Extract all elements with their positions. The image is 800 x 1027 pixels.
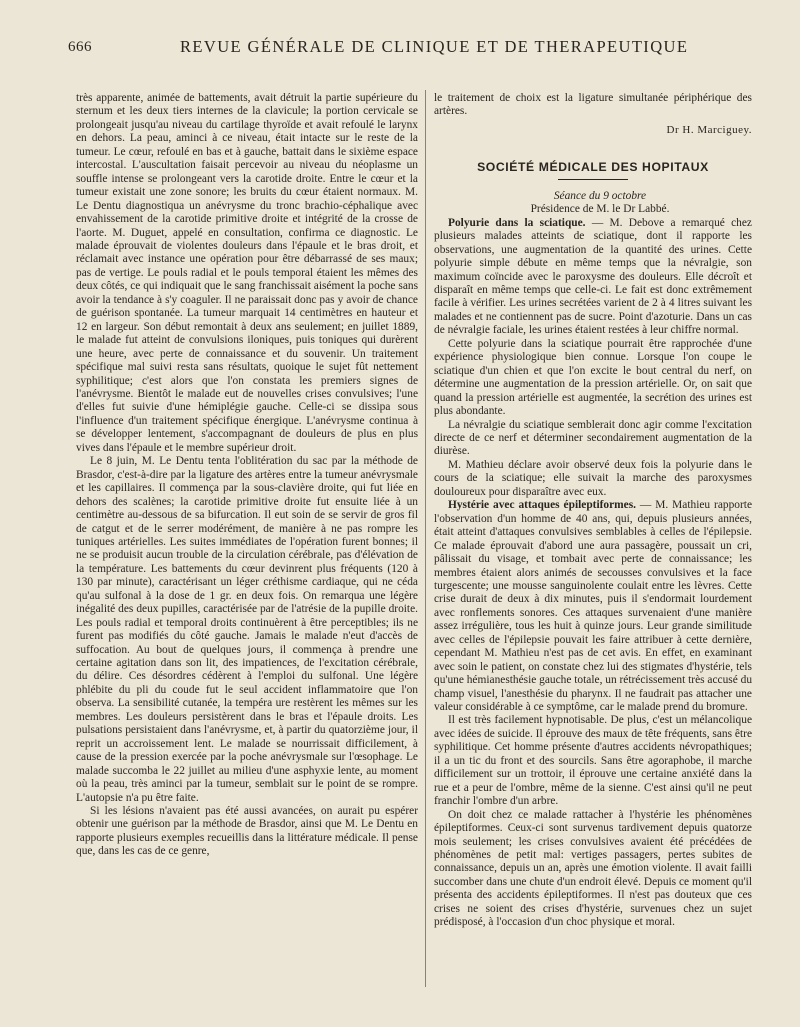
article-text: Cette polyurie dans la sciatique pourrait être rapprochée d'une expérience physiologique bien connue. Lorsque l'on coupe le sciatique d'un chien et que l'on excite le bout central du nerf, on détermine une augmentation de la pression artérielle. Or, on sait que quand la pression artérielle est augmentée, la secrétion des urines est plus abondante. — [434, 337, 752, 418]
article-paragraph — [434, 714, 752, 808]
article-paragraph — [434, 419, 752, 459]
presidency-line: Présidence de M. le Dr Labbé. — [530, 203, 670, 216]
article-paragraph — [434, 499, 752, 714]
article-text: — M. Debove a remarqué chez plusieurs malades atteints de sciatique, dont il rapporte les observations, une augmentation de la quantité des urines. Cette polyurie simple débute en même temps que la névralgie, son maximum coïncide avec le paroxysme des douleurs. Elle décroît et disparaît en même temps que celle-ci. Le fait est donc extrêmement facile à vérifier. Les urines secrétées varient de 2 à 4 litres suivant les malades et ne contiennent pas de sucre. Point d'azoturie. Dans un cas de névralgie faciale, les urines étaient restées à leur chiffre normal. — [434, 216, 752, 337]
author-signature: Dr H. Marciguey. — [666, 123, 752, 136]
section-rule — [558, 179, 628, 180]
article-text: On doit chez ce malade rattacher à l'hystérie les phénomènes épileptiformes. Ceux-ci sont survenus tardivement depuis quatorze mois seulement; les crises convulsives avaient été précédées de phénomènes de petit mal: vertiges passagers, pertes subites de connaissance, depuis un an, après une émotion violente. Il avait failli succomber dans une chute d'un endroit élevé. Depuis ce moment qu'il présenta des accidents épileptiformes. Il n'est pas douteux que ces crises ne soient des crises d'hystérie, survenues chez un sujet prédisposé, à l'occasion d'un choc physique et moral. — [434, 808, 752, 929]
article-heading: Polyurie dans la sciatique. — [448, 216, 586, 229]
paragraph: très apparente, animée de battements, avait détruit la partie supérieure du sternum et les deux tiers internes de la clavicule; la portion cervicale se prolongeait jusqu'au niveau du cartilage thyroïde et avait refoulé le larynx en dehors. La peau, aminci à ce niveau, était intacte sur le reste de la tumeur. Le cœur, refoulé en bas et à gauche, battait dans le sixième espace intercostal. L'auscultation faisait percevoir au niveau du néoplasme un souffle intense se prolongeant vers la carotide droite. Entre le cœur et la tumeur existait une zone sonore; les bruits du cœur étaient normaux. M. Le Dentu diagnostiqua un anévrysme du tronc brachio-céphalique avec envahissement de la carotide primitive droite et intégrité de la crosse de l'aorte. M. Duguet, appelé en consultation, confirma ce diagnostic. Le malade éprouvait de violentes douleurs dans l'épaule et le bras droit, et réclamait avec instance une opération pour être débarrassé de ses maux; pas de vertige. Le pouls radial et le pouls temporal étaient les mêmes des deux côtés, ce qui indiquait que le sang franchissait aisément la poche sans avoir la tendance à s'y coaguler. Il ne paraissait donc pas y avoir de chance de guérison spontanée. La tumeur marquait 14 centimètres en hauteur et 12 en largeur. Son début remontait à deux ans seulement; en juillet 1889, le malade fut atteint de convulsions iloniques, puis toniques qui durèrent une heure, avec perte de connaissance et du souvenir. Un traitement spécifique mal suivi resta sans résultats, quoique le sujet fût nettement syphilitique; c'est alors que l'on constata les premiers signes de l'anévrysme. Bientôt le malade eut de nouvelles crises convulsives; l'une d'elles fut suivie d'une hémiplégie gauche. Celle-ci se dissipa sous l'influence d'un traitement spécifique énergique. L'anévrysme continua à se développer lentement, s'accompagnant de douleurs de plus en plus vives dans l'épaule et le membre supérieur droit. — [76, 92, 418, 454]
session-date: Séance du 9 octobre — [553, 189, 647, 202]
article-heading: Hystérie avec attaques épileptiformes. — [448, 499, 636, 512]
journal-title: REVUE GÉNÉRALE DE CLINIQUE ET DE THERAPEUTIQUE — [180, 37, 689, 56]
article-paragraph — [434, 338, 752, 419]
right-column — [434, 92, 752, 989]
page-number: 666 — [68, 39, 92, 55]
paragraph: Si les lésions n'avaient pas été aussi avancées, on aurait pu espérer obtenir une guérison par la méthode de Brasdor, ainsi que M. Le Dentu en rapporte plusieurs exemples recueillis dans la littérature médicale. Il pense que, dans les cas de ce genre, — [76, 805, 418, 858]
article-text: La névralgie du sciatique semblerait donc agir comme l'excitation directe de ce nerf et déterminer secondairement augmentation de la diurèse. — [434, 418, 752, 458]
left-column — [76, 92, 418, 989]
page-header — [68, 37, 730, 61]
section-title: SOCIÉTÉ MÉDICALE DES HOPITAUX — [477, 160, 709, 175]
article-text: Il est très facilement hypnotisable. De plus, c'est un mélancolique avec idées de suicide. Il éprouve des maux de tête fréquents, sans être syphilitique. Cet homme présente d'autres accidents névropathiques; il a un tic du front et des sourcils. Sans être agoraphobe, il marche difficilement sur un trottoir, il éprouve une certaine anxiété dans la rue et a peur de l'ombre, même de la sienne. C'est ainsi qu'il ne peut franchir l'ombre d'un arbre. — [434, 714, 752, 808]
article-paragraph — [434, 809, 752, 930]
paragraph: Le 8 juin, M. Le Dentu tenta l'oblitération du sac par la méthode de Brasdor, c'est-à-dire par la ligature des artères entre la tumeur anévrysmale et les capillaires. Il commença par la sous-clavière droite, qui fut liée en dehors des scalènes; la carotide primitive droite fut ensuite liée à un centimètre au-dessous de sa bifurcation. Il eut soin de se servir de gros fil de catgut et de le serrer modérément, de manière à ne pas rompre les tuniques artérielles. Les suites immédiates de l'opération furent bonnes; il ne se produisit aucun trouble de la circulation cérébrale, pas d'élévation de la température. Les battements du cœur devinrent plus fréquents (120 à 130 par minute), caractérisant un léger créthisme cardiaque, qui ne céda qu'au sulfonal à la dose de 1 gr. en deux fois. On remarqua une légère inégalité des deux pupilles, caractérisée par de l'atrésie de la pupille droite. Les pouls radial et temporal droits continuèrent à être perceptibles; ils ne furent pas modifiés du côté gauche. Jamais le malade n'eut d'accès de suffocation. Au bout de quelques jours, il commença à prendre une certaine agitation dans son lit, des impatiences, de l'excitation cérébrale, du délire. Ces désordres cédèrent à l'emploi du sulfonal. Une légère phlébite du pli du coude fut le seul accident inflammatoire que l'on observa. La sensibilité cutanée, la tempéra ure restèrent les mêmes sur les membres. Les douleurs persistèrent dans le bras et l'épaule droits. Les pulsations persistaient dans l'anévrysme, et, à partir du quatorzième jour, il reprit un accroissement lent. Le malade se nourrissait difficilement, à cause de la pression exercée par la poche anévrysmale sur l'œsophage. Le malade succomba le 22 juillet au milieu d'une asphyxie lente, au moment où la peau, très aminci par la tumeur, semblait sur le point de se rompre. L'autopsie n'a pu être faite. — [76, 455, 418, 804]
column-divider — [425, 90, 426, 987]
article-paragraph — [434, 459, 752, 499]
continuation-paragraph: le traitement de choix est la ligature simultanée périphérique des artères. — [434, 92, 752, 118]
article-paragraph — [434, 217, 752, 338]
article-text: M. Mathieu déclare avoir observé deux fois la polyurie dans le cours de la sciatique; elle suivait la marche des paroxysmes douloureux pour disparaître avec eux. — [434, 458, 752, 498]
article-text: — M. Mathieu rapporte l'observation d'un homme de 40 ans, qui, depuis plusieurs années, était atteint d'attaques convulsives semblables à celles de l'épilepsie. Ce malade éprouvait d'abord une aura passagère, poussait un cri, pâlissait du visage, et tombait avec perte de connaissance; les membres étaient alors animés de secousses convulsives et la face turgescente; une mousse sanguinolente coulait entre les lèvres. Cette crise durait de deux à dix minutes, puis il s'endormait lourdement avec ronflements sonores. Ces attaques survenaient d'une manière assez irrégulière, tous les huit à quinze jours. Leur grande similitude avec celles de l'épilepsie pouvait les faire attribuer à cette dernière, cependant M. Mathieu n'est pas de cet avis. En effet, en examinant avec soin le patient, on constate chez lui des stigmates d'hystérie, tels qu'une hémianesthésie gauche totale, un rétrécissement très accusé du champ visuel, l'anesthésie du pharynx. Il ne faudrait pas attacher une valeur considérable à ce symptôme, car le malade prend du bromure. — [434, 499, 752, 714]
